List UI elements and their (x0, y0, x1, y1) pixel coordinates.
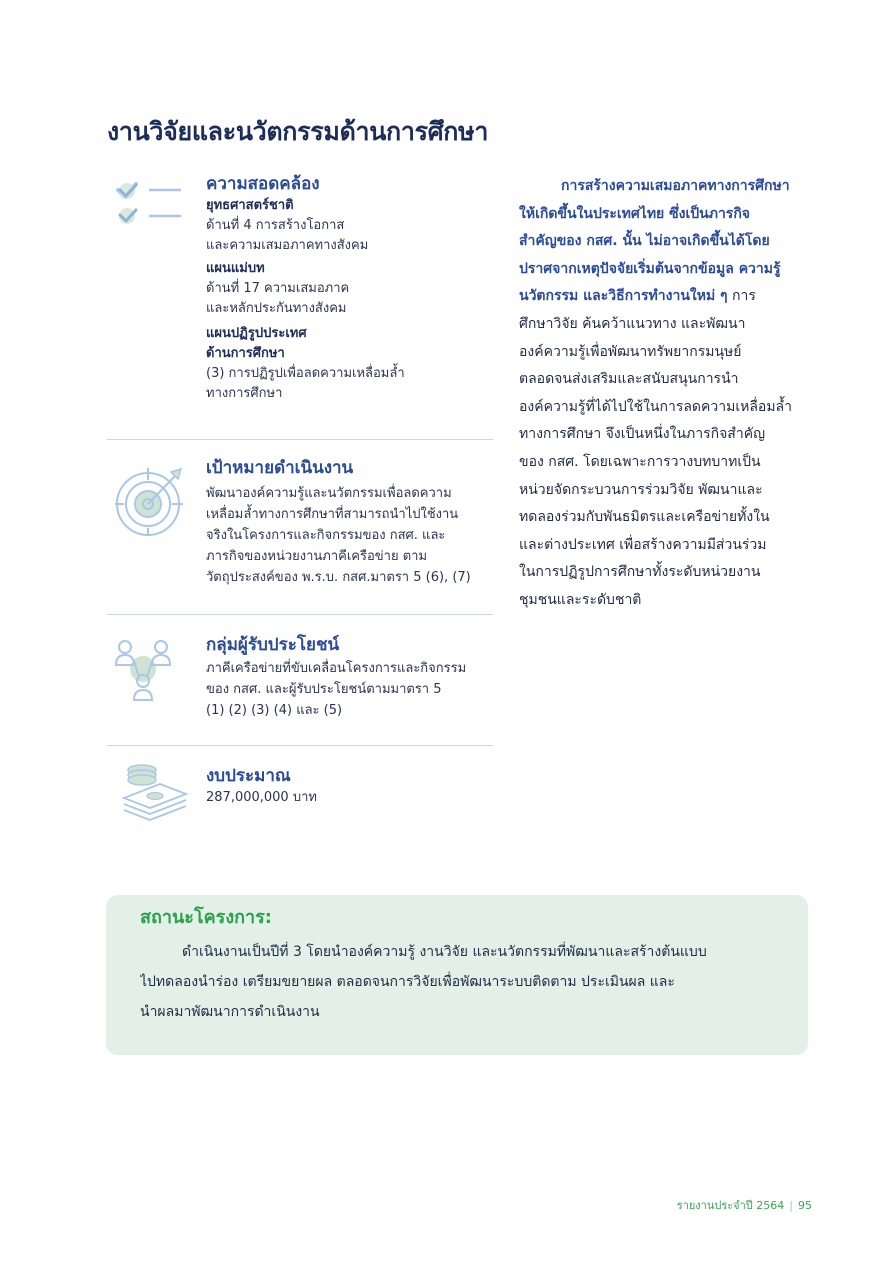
report-label: รายงานประจำปี 2564 (676, 1199, 785, 1212)
page-number: 95 (798, 1199, 812, 1212)
strategy-text: ด้านที่ 4 การสร้างโอกาส และความเสมอภาคทางสังคม (206, 218, 369, 253)
page-footer (677, 1198, 812, 1214)
divider (107, 614, 493, 615)
budget-heading: งบประมาณ (206, 766, 291, 786)
budget-section (107, 764, 493, 834)
money-stack-icon (122, 764, 188, 828)
target-text: พัฒนาองค์ความรู้และนวัตกรรมเพื่อลดความ เหลื่อมล้ำทางการศึกษาที่สามารถนำไปใช้งาน จริงในโครงการและกิจกรรมของ กสศ. และ ภารกิจของหน่วยงานภาคีเครือข่าย ตาม วัตถุประสงค์ของ พ.ร.บ. กสศ.มาตรา 5 (6), (7) (206, 486, 471, 585)
beneficiaries-text: ภาคีเครือข่ายที่ขับเคลื่อนโครงการและกิจกรรม ของ กสศ. และผู้รับประโยชน์ตามมาตรา 5 (1) (2) (3) (4) และ (5) (206, 661, 467, 718)
reform-label: แผนปฏิรูปประเทศ ด้านการศึกษา (206, 326, 307, 361)
beneficiaries-section (107, 633, 493, 743)
beneficiaries-heading: กลุ่มผู้รับประโยชน์ (206, 635, 340, 655)
target-heading: เป้าหมายดำเนินงาน (206, 458, 354, 478)
alignment-heading: ความสอดคล้อง (206, 174, 320, 194)
people-network-icon (115, 637, 175, 707)
status-box (106, 895, 808, 1055)
alignment-section (107, 172, 493, 422)
footer-separator: | (789, 1199, 793, 1212)
status-text: ดำเนินงานเป็นปีที่ 3 โดยนำองค์ความรู้ งานวิจัย และนวัตกรรมที่พัฒนาและสร้างต้นแบบ ไปทดลองนำร่อง เตรียมขยายผล ตลอดจนการวิจัยเพื่อพัฒนาระบบติดตาม ประเมินผล และ นำผลมาพัฒนาการดำเนินงาน (140, 944, 707, 1020)
reform-text: (3) การปฏิรูปเพื่อลดความเหลื่อมล้ำ ทางการศึกษา (206, 366, 405, 401)
divider (107, 439, 493, 440)
page-title: งานวิจัยและนวัตกรรมด้านการศึกษา (107, 117, 489, 146)
strategy-label: ยุทธศาสตร์ชาติ (206, 198, 294, 213)
checklist-icon (115, 178, 185, 232)
target-icon (115, 466, 185, 540)
left-column (107, 172, 493, 834)
masterplan-label: แผนแม่บท (206, 261, 265, 276)
budget-amount: 287,000,000 บาท (206, 790, 317, 805)
divider (107, 745, 493, 746)
masterplan-text: ด้านที่ 17 ความเสมอภาค และหลักประกันทางสังคม (206, 281, 350, 316)
intro-paragraph: การสร้างความเสมอภาคทางการศึกษา ให้เกิดขึ้นในประเทศไทย ซึ่งเป็นภารกิจ สำคัญของ กสศ. นั้น ไม่อาจเกิดขึ้นได้โดย ปราศจากเหตุปัจจัยเริ่มต้นจากข้อมูล ความรู้ นวัตกรรม และวิธีการทำงานใหม่ ๆ การ ศึกษาวิจัย ค้นคว้าแนวทาง และพัฒนา องค์ความรู้เพื่อพัฒนาทรัพยากรมนุษย์ ตลอดจนส่งเสริมและสนับสนุนการนำ องค์ความรู้ที่ได้ไปใช้ในการลดความเหลื่อมล้ำ ทางการศึกษา จึงเป็นหนึ่งในภารกิจสำคัญ ของ กสศ. โดยเฉพาะการวางบทบาทเป็น หน่วยจัดกระบวนการร่วมวิจัย พัฒนาและ ทดลองร่วมกับพันธมิตรและเครือข่ายทั้งใน และต่างประเทศ เพื่อสร้างความมีส่วนร่วม ในการปฏิรูปการศึกษาทั้งระดับหน่วยงาน ชุมชนและระดับชาติ (519, 178, 792, 608)
target-section (107, 456, 493, 614)
status-title: สถานะโครงการ: (140, 907, 273, 928)
